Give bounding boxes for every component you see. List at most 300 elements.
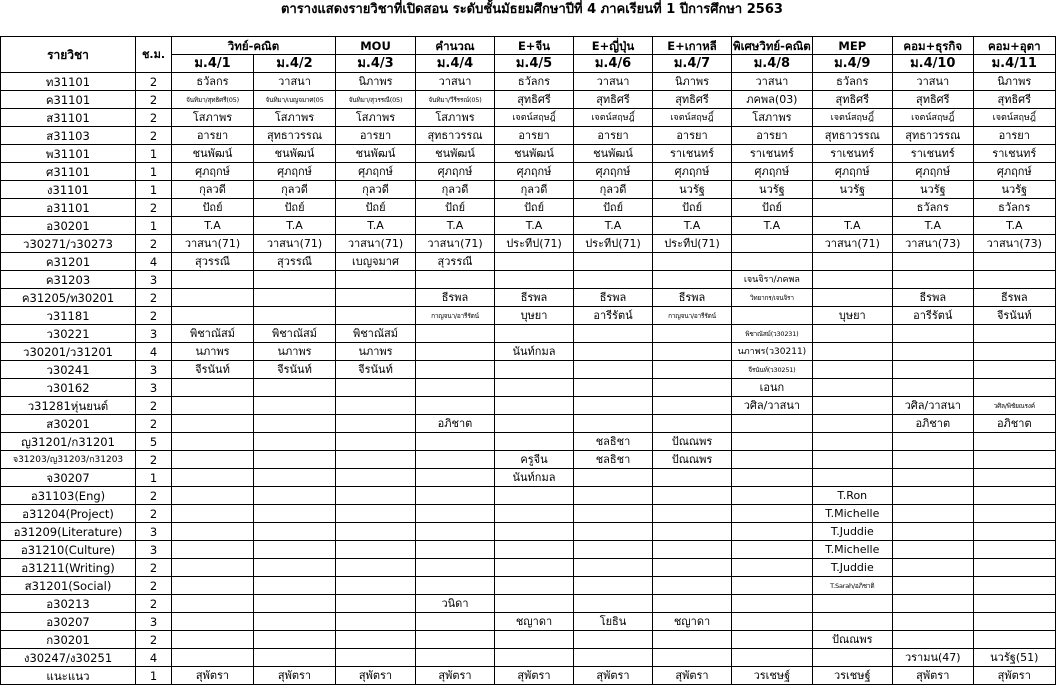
teacher-cell: T.A <box>336 217 416 235</box>
hours-cell: 2 <box>136 559 172 577</box>
teacher-cell: บุษยา <box>812 307 892 325</box>
teacher-cell <box>653 487 732 505</box>
teacher-cell <box>653 253 732 271</box>
teacher-cell <box>973 271 1055 289</box>
teacher-cell <box>892 577 973 595</box>
teacher-cell: วศิล/วาสนา <box>892 397 973 415</box>
teacher-cell: นิภาพร <box>336 73 416 91</box>
class-column-header: ม.4/9 <box>812 55 892 73</box>
hours-cell: 3 <box>136 361 172 379</box>
hours-cell: 5 <box>136 433 172 451</box>
page-title: ตารางแสดงรายวิชาที่เปิดสอน ระดับชั้นมัธยมศึกษาปีที่ 4 ภาคเรียนที่ 1 ปีการศึกษา 2563 <box>281 2 783 17</box>
subject-code-cell: พ31101 <box>1 145 136 163</box>
teacher-cell: สุพัตรา <box>495 667 574 685</box>
table-row <box>1 325 1056 343</box>
teacher-cell <box>254 379 336 397</box>
teacher-cell: กาญจนา/อารีรัตน์ <box>416 307 495 325</box>
teacher-cell: ชนพัฒน์ <box>336 145 416 163</box>
teacher-cell <box>172 415 254 433</box>
teacher-cell: วศิล/วาสนา <box>732 397 813 415</box>
table-row <box>1 253 1056 271</box>
hours-cell: 2 <box>136 307 172 325</box>
teacher-cell <box>495 487 574 505</box>
teacher-cell <box>416 631 495 649</box>
teacher-cell: ชนพัฒน์ <box>416 145 495 163</box>
teacher-cell <box>336 613 416 631</box>
teacher-cell: ธีรพล <box>574 289 653 307</box>
teacher-cell: T.A <box>732 217 813 235</box>
subject-code-cell: ว30201/ว31201 <box>1 343 136 361</box>
teacher-cell <box>495 325 574 343</box>
teacher-cell: ชญาดา <box>495 613 574 631</box>
subject-code-cell: ศ31101 <box>1 163 136 181</box>
schedule-body <box>1 37 1056 685</box>
program-group-header: พิเศษวิทย์-คณิต <box>733 38 811 53</box>
teacher-cell <box>336 415 416 433</box>
teacher-cell <box>892 523 973 541</box>
teacher-cell: พิชาณัสม์ <box>336 325 416 343</box>
teacher-cell: โสภาพร <box>254 109 336 127</box>
teacher-cell: ภคพล(03) <box>732 91 813 109</box>
teacher-cell <box>812 253 892 271</box>
teacher-cell: T.A <box>973 217 1055 235</box>
teacher-cell <box>973 523 1055 541</box>
teacher-cell: ปัถย์ <box>254 199 336 217</box>
teacher-cell: ธีรพล <box>973 289 1055 307</box>
teacher-cell <box>574 505 653 523</box>
teacher-cell <box>892 541 973 559</box>
table-row <box>1 289 1056 307</box>
teacher-cell: อารยา <box>653 127 732 145</box>
teacher-cell <box>973 379 1055 397</box>
teacher-cell: สุทธิศรี <box>812 91 892 109</box>
teacher-cell: ศุภฤกษ์ <box>416 163 495 181</box>
teacher-cell <box>495 415 574 433</box>
teacher-cell: ปัถย์ <box>336 199 416 217</box>
hours-cell: 2 <box>136 415 172 433</box>
teacher-cell <box>812 271 892 289</box>
subject-code-cell: ว31281หุ่นยนต์ <box>1 397 136 415</box>
teacher-cell <box>892 271 973 289</box>
teacher-cell <box>892 343 973 361</box>
teacher-cell: ชนพัฒน์ <box>172 145 254 163</box>
teacher-cell: T.Michelle <box>812 505 892 523</box>
hours-cell: 2 <box>136 397 172 415</box>
teacher-cell <box>812 289 892 307</box>
table-row <box>1 631 1056 649</box>
teacher-cell <box>254 289 336 307</box>
hours-cell: 2 <box>136 91 172 109</box>
class-column-header: ม.4/6 <box>574 55 653 73</box>
subject-code-cell: อ30201 <box>1 217 136 235</box>
teacher-cell <box>812 613 892 631</box>
teacher-cell: ชลธิชา <box>574 433 653 451</box>
teacher-cell: สุทธิศรี <box>495 91 574 109</box>
subject-code-cell: อ30207 <box>1 613 136 631</box>
teacher-cell: โสภาพร <box>732 109 813 127</box>
teacher-cell: เจตน์สฤษฎิ์ <box>574 109 653 127</box>
teacher-cell: พิชาณัสม์(ว30231) <box>732 325 813 343</box>
teacher-cell: นภาพร <box>172 343 254 361</box>
teacher-cell: สุทธาวรรณ <box>416 127 495 145</box>
teacher-cell: T.Juddie <box>812 559 892 577</box>
table-row <box>1 127 1056 145</box>
teacher-cell <box>254 415 336 433</box>
teacher-cell: ราเชนทร์ <box>732 145 813 163</box>
teacher-cell <box>653 577 732 595</box>
table-row <box>1 379 1056 397</box>
teacher-cell: ปัณณพร <box>653 451 732 469</box>
subject-code-cell: ว30241 <box>1 361 136 379</box>
teacher-cell: อารีรัตน์ <box>892 307 973 325</box>
table-row <box>1 523 1056 541</box>
table-row <box>1 343 1056 361</box>
teacher-cell: ปัถย์ <box>653 199 732 217</box>
teacher-cell: สุพัตรา <box>336 667 416 685</box>
teacher-cell <box>574 343 653 361</box>
teacher-cell: เจตน์สฤษฎิ์ <box>495 109 574 127</box>
teacher-cell <box>812 451 892 469</box>
teacher-cell <box>892 505 973 523</box>
teacher-cell: ปัถย์ <box>574 199 653 217</box>
teacher-cell: กุลวดี <box>172 181 254 199</box>
teacher-cell <box>336 451 416 469</box>
subject-code-cell: จ30207 <box>1 469 136 487</box>
teacher-cell <box>254 559 336 577</box>
teacher-cell: ราเชนทร์ <box>973 145 1055 163</box>
teacher-cell: เจตน์สฤษฎิ์ <box>892 109 973 127</box>
class-column-header: ม.4/11 <box>973 55 1055 73</box>
teacher-cell: ธีรพล <box>416 289 495 307</box>
teacher-cell: อภิชาต <box>892 415 973 433</box>
teacher-cell <box>892 451 973 469</box>
teacher-cell: เจตน์สฤษฎิ์ <box>653 109 732 127</box>
subject-column-header: รายวิชา <box>1 37 136 73</box>
teacher-cell <box>172 469 254 487</box>
subject-code-cell: ว31181 <box>1 307 136 325</box>
table-row <box>1 361 1056 379</box>
teacher-cell: อารีรัตน์ <box>574 307 653 325</box>
teacher-cell: สุวรรณี <box>172 253 254 271</box>
subject-code-cell: จ31203/ญ31203/ก31203 <box>1 451 136 469</box>
teacher-cell <box>892 253 973 271</box>
hours-cell: 1 <box>136 181 172 199</box>
teacher-cell <box>416 559 495 577</box>
teacher-cell <box>574 397 653 415</box>
teacher-cell <box>574 523 653 541</box>
teacher-cell: T.Juddie <box>812 523 892 541</box>
teacher-cell: T.Ron <box>812 487 892 505</box>
teacher-cell: สุทธิศรี <box>653 91 732 109</box>
subject-code-cell: ว30271/ว30273 <box>1 235 136 253</box>
subject-code-cell: ค31205/ท30201 <box>1 289 136 307</box>
program-group-header: MOU <box>336 37 416 55</box>
subject-code-cell: ส30201 <box>1 415 136 433</box>
subject-code-cell: ท31101 <box>1 73 136 91</box>
teacher-cell: อารยา <box>172 127 254 145</box>
teacher-cell <box>416 397 495 415</box>
hours-cell: 4 <box>136 649 172 667</box>
teacher-cell <box>172 397 254 415</box>
table-row <box>1 145 1056 163</box>
teacher-cell: บุษยา <box>495 307 574 325</box>
teacher-cell <box>574 487 653 505</box>
hours-cell: 3 <box>136 523 172 541</box>
teacher-cell <box>973 631 1055 649</box>
program-group-header: วิทย์-คณิต <box>172 37 336 55</box>
teacher-cell: สุทธาวรรณ <box>892 127 973 145</box>
teacher-cell <box>574 415 653 433</box>
teacher-cell <box>254 505 336 523</box>
teacher-cell <box>172 541 254 559</box>
hours-cell: 2 <box>136 109 172 127</box>
table-row <box>1 433 1056 451</box>
teacher-cell <box>416 361 495 379</box>
teacher-cell: จีรนันท์ <box>172 361 254 379</box>
teacher-cell <box>416 451 495 469</box>
teacher-cell: นิภาพร <box>653 73 732 91</box>
teacher-cell <box>495 577 574 595</box>
teacher-cell: อารยา <box>495 127 574 145</box>
class-column-header: ม.4/7 <box>653 55 732 73</box>
teacher-cell <box>653 397 732 415</box>
teacher-cell: สุพัตรา <box>416 667 495 685</box>
teacher-cell: จันทิมา/เบญจมาศ(05 <box>254 91 336 109</box>
subject-code-cell: อ31209(Literature) <box>1 523 136 541</box>
schedule-table <box>0 36 1056 685</box>
teacher-cell: ราเชนทร์ <box>892 145 973 163</box>
teacher-cell <box>574 253 653 271</box>
teacher-cell <box>892 613 973 631</box>
teacher-cell <box>732 559 813 577</box>
teacher-cell <box>172 631 254 649</box>
teacher-cell <box>653 541 732 559</box>
hours-cell: 2 <box>136 199 172 217</box>
teacher-cell <box>892 379 973 397</box>
teacher-cell <box>732 649 813 667</box>
subject-code-cell: ส31101 <box>1 109 136 127</box>
teacher-cell <box>172 307 254 325</box>
teacher-cell: จันทิมา/สุทธิศรี(05) <box>172 91 254 109</box>
teacher-cell: ราเชนทร์ <box>812 145 892 163</box>
teacher-cell <box>416 523 495 541</box>
teacher-cell: เบญจมาศ <box>336 253 416 271</box>
teacher-cell <box>172 595 254 613</box>
hours-cell: 2 <box>136 505 172 523</box>
teacher-cell: T.A <box>254 217 336 235</box>
teacher-cell <box>254 397 336 415</box>
teacher-cell: อารยา <box>574 127 653 145</box>
teacher-cell: วาสนา(71) <box>172 235 254 253</box>
teacher-cell: นภาพร <box>254 343 336 361</box>
teacher-cell <box>812 469 892 487</box>
teacher-cell <box>254 469 336 487</box>
teacher-cell <box>732 469 813 487</box>
table-row <box>1 469 1056 487</box>
teacher-cell <box>973 361 1055 379</box>
subject-code-cell: อ31101 <box>1 199 136 217</box>
teacher-cell: วาสนา(71) <box>812 235 892 253</box>
teacher-cell: กุลวดี <box>495 181 574 199</box>
teacher-cell <box>495 397 574 415</box>
teacher-cell <box>653 595 732 613</box>
teacher-cell: เจตน์สฤษฎิ์ <box>812 109 892 127</box>
teacher-cell: โยธิน <box>574 613 653 631</box>
teacher-cell <box>653 325 732 343</box>
teacher-cell <box>732 307 813 325</box>
subject-code-cell: อ31210(Culture) <box>1 541 136 559</box>
program-group-header: E+เกาหลี <box>653 37 732 55</box>
hours-cell: 1 <box>136 217 172 235</box>
teacher-cell: วาสนา(71) <box>336 235 416 253</box>
teacher-cell: นิภาพร <box>973 73 1055 91</box>
teacher-cell <box>254 595 336 613</box>
hours-cell: 4 <box>136 253 172 271</box>
teacher-cell <box>812 397 892 415</box>
teacher-cell: ธวัลกร <box>495 73 574 91</box>
teacher-cell <box>653 649 732 667</box>
hours-cell: 3 <box>136 613 172 631</box>
teacher-cell <box>254 433 336 451</box>
teacher-cell: วศิล/พิชัยณรงค์ <box>973 397 1055 415</box>
teacher-cell <box>416 541 495 559</box>
teacher-cell <box>732 433 813 451</box>
hours-cell: 1 <box>136 667 172 685</box>
teacher-cell: ธีรพล <box>892 289 973 307</box>
teacher-cell: สุพัตรา <box>254 667 336 685</box>
teacher-cell: สุพัตรา <box>574 667 653 685</box>
teacher-cell <box>732 541 813 559</box>
teacher-cell: วาสนา(73) <box>973 235 1055 253</box>
teacher-cell: สุทธิศรี <box>892 91 973 109</box>
teacher-cell <box>172 577 254 595</box>
teacher-cell: ชญาดา <box>653 613 732 631</box>
hours-cell: 2 <box>136 235 172 253</box>
teacher-cell <box>574 361 653 379</box>
teacher-cell: สุวรรณี <box>254 253 336 271</box>
teacher-cell: วาสนา <box>732 73 813 91</box>
teacher-cell <box>574 577 653 595</box>
header-row-groups <box>1 37 1056 55</box>
table-row <box>1 487 1056 505</box>
teacher-cell <box>973 469 1055 487</box>
teacher-cell <box>495 559 574 577</box>
teacher-cell <box>254 577 336 595</box>
teacher-cell <box>812 379 892 397</box>
teacher-cell <box>812 595 892 613</box>
subject-code-cell: อ31211(Writing) <box>1 559 136 577</box>
teacher-cell: ปัถย์ <box>172 199 254 217</box>
teacher-cell: ธวัลกร <box>812 73 892 91</box>
teacher-cell: สุพัตรา <box>892 667 973 685</box>
teacher-cell <box>416 487 495 505</box>
teacher-cell: นันท์กมล <box>495 343 574 361</box>
subject-code-cell: อ30213 <box>1 595 136 613</box>
teacher-cell <box>973 325 1055 343</box>
teacher-cell <box>574 559 653 577</box>
teacher-cell <box>574 631 653 649</box>
teacher-cell <box>812 361 892 379</box>
teacher-cell <box>892 487 973 505</box>
teacher-cell: ธวัลกร <box>973 199 1055 217</box>
teacher-cell: กุลวดี <box>574 181 653 199</box>
teacher-cell <box>732 613 813 631</box>
teacher-cell <box>336 505 416 523</box>
class-column-header: ม.4/8 <box>732 55 813 73</box>
teacher-cell <box>336 523 416 541</box>
teacher-cell <box>172 505 254 523</box>
teacher-cell <box>416 343 495 361</box>
hours-cell: 2 <box>136 451 172 469</box>
teacher-cell: ศุภฤกษ์ <box>172 163 254 181</box>
hours-cell: 1 <box>136 469 172 487</box>
teacher-cell: สุทธาวรรณ <box>254 127 336 145</box>
teacher-cell <box>892 559 973 577</box>
table-row <box>1 415 1056 433</box>
table-row <box>1 505 1056 523</box>
teacher-cell: กุลวดี <box>336 181 416 199</box>
teacher-cell <box>254 541 336 559</box>
hours-cell: 2 <box>136 577 172 595</box>
teacher-cell <box>973 487 1055 505</box>
subject-code-cell: อ31204(Project) <box>1 505 136 523</box>
teacher-cell <box>495 361 574 379</box>
hours-cell: 2 <box>136 631 172 649</box>
teacher-cell: ศุภฤกษ์ <box>653 163 732 181</box>
table-row <box>1 181 1056 199</box>
teacher-cell <box>653 271 732 289</box>
teacher-cell: นวรัฐ <box>812 181 892 199</box>
teacher-cell: เอนก <box>732 379 813 397</box>
table-row <box>1 163 1056 181</box>
teacher-cell <box>732 505 813 523</box>
hours-cell: 3 <box>136 325 172 343</box>
table-row <box>1 271 1056 289</box>
teacher-cell: นันท์กมล <box>495 469 574 487</box>
subject-code-cell: ญ31201/ก31201 <box>1 433 136 451</box>
program-group-header: MEP <box>812 37 892 55</box>
teacher-cell <box>973 595 1055 613</box>
teacher-cell: T.A <box>416 217 495 235</box>
teacher-cell: นวรัฐ <box>973 181 1055 199</box>
teacher-cell <box>732 487 813 505</box>
teacher-cell <box>172 613 254 631</box>
teacher-cell: ปัถย์ <box>495 199 574 217</box>
teacher-cell <box>812 325 892 343</box>
subject-code-cell: ค31201 <box>1 253 136 271</box>
teacher-cell: ศุภฤกษ์ <box>732 163 813 181</box>
teacher-cell: วรเชษฐ์ <box>732 667 813 685</box>
teacher-cell: สุพัตรา <box>172 667 254 685</box>
teacher-cell <box>254 271 336 289</box>
teacher-cell: ธีรพล <box>495 289 574 307</box>
teacher-cell <box>416 325 495 343</box>
teacher-cell: สุทธิศรี <box>973 91 1055 109</box>
table-row <box>1 559 1056 577</box>
teacher-cell: โสภาพร <box>172 109 254 127</box>
teacher-cell <box>172 289 254 307</box>
table-row <box>1 649 1056 667</box>
teacher-cell: ศุภฤกษ์ <box>574 163 653 181</box>
subject-code-cell: ง31101 <box>1 181 136 199</box>
teacher-cell <box>574 595 653 613</box>
teacher-cell: วาสนา <box>416 73 495 91</box>
teacher-cell <box>172 523 254 541</box>
teacher-cell: นวรัฐ <box>732 181 813 199</box>
teacher-cell <box>495 253 574 271</box>
teacher-cell: นวรัฐ <box>653 181 732 199</box>
teacher-cell <box>973 559 1055 577</box>
